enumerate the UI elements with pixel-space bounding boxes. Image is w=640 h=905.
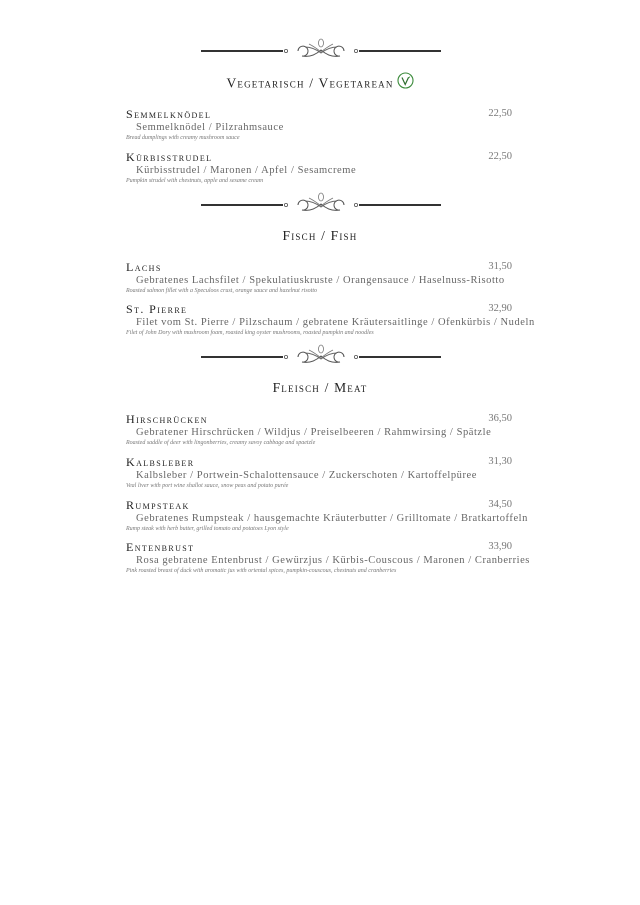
menu-item [126, 107, 512, 143]
item-description-english: Filet of John Dory with mushroom foam, roasted king oyster mushrooms, roasted pumpkin and noodles [126, 330, 374, 336]
item-price: 22,50 [488, 151, 512, 162]
item-name: Kürbisstrudel [126, 150, 213, 164]
item-price: 36,50 [488, 413, 512, 424]
menu-item [126, 540, 530, 576]
menu-item [126, 260, 512, 296]
menu-item [126, 412, 512, 448]
menu-item [126, 150, 512, 186]
item-name: St. Pierre [126, 302, 188, 316]
item-description-english: Pink roasted breast of duck with aromatic jus with oriental spices, pumpkin-couscous, chestnuts and cranberries [126, 568, 397, 574]
vegetarian-v-icon [397, 72, 414, 93]
item-name: Lachs [126, 260, 162, 274]
item-price: 31,30 [488, 456, 512, 467]
item-description-english: Roasted salmon fillet with a Speculoos crust, orange sauce and hazelnut risotto [126, 288, 317, 294]
item-name: Semmelknödel [126, 107, 212, 121]
item-description-german: Gebratener Hirschrücken / Wildjus / Preiselbeeren / Rahmwirsing / Spätzle [136, 427, 492, 438]
section-title-vegetarian: Vegetarisch / Vegetarean [0, 74, 640, 95]
item-description-english: Veal liver with port wine shallot sauce, snow peas and potato purée [126, 483, 289, 489]
item-price: 33,90 [488, 541, 512, 552]
flourish-divider-icon [201, 192, 441, 216]
item-name: Kalbsleber [126, 455, 195, 469]
item-description-english: Roasted saddle of deer with lingonberries, creamy savoy cabbage and spaetzle [126, 440, 316, 446]
item-name: Hirschrücken [126, 412, 208, 426]
item-description-german: Rosa gebratene Entenbrust / Gewürzjus / Kürbis-Couscous / Maronen / Cranberries [136, 555, 530, 566]
item-description-english: Pumpkin strudel with chestnuts, apple and sesame cream [126, 178, 264, 184]
flourish-divider-icon [201, 38, 441, 62]
item-price: 32,90 [488, 303, 512, 314]
item-description-german: Filet vom St. Pierre / Pilzschaum / gebratene Kräutersaitlinge / Ofenkürbis / Nudeln [136, 317, 535, 328]
item-description-german: Kalbsleber / Portwein-Schalottensauce / Zuckerschoten / Kartoffelpüree [136, 470, 477, 481]
menu-item [126, 302, 535, 338]
item-description-german: Gebratenes Rumpsteak / hausgemachte Kräuterbutter / Grilltomate / Bratkartoffeln [136, 513, 528, 524]
item-name: Entenbrust [126, 540, 195, 554]
flourish-divider-icon [201, 344, 441, 368]
section-title-meat: Fleisch / Meat [272, 380, 368, 395]
item-description-german: Kürbisstrudel / Maronen / Apfel / Sesamcreme [136, 165, 357, 176]
item-price: 22,50 [488, 108, 512, 119]
item-description-german: Semmelknödel / Pilzrahmsauce [136, 122, 284, 133]
section-title-fish: Fisch / Fish [282, 228, 358, 243]
menu-item [126, 455, 512, 491]
item-price: 31,50 [488, 261, 512, 272]
menu-item [126, 498, 528, 534]
item-description-english: Rump steak with herb butter, grilled tomato and potatoes Lyon style [126, 526, 289, 532]
item-name: Rumpsteak [126, 498, 190, 512]
item-price: 34,50 [488, 499, 512, 510]
item-description-german: Gebratenes Lachsfilet / Spekulatiuskruste / Orangensauce / Haselnuss-Risotto [136, 275, 505, 286]
item-description-english: Bread dumplings with creamy mushroom sauce [126, 135, 240, 141]
